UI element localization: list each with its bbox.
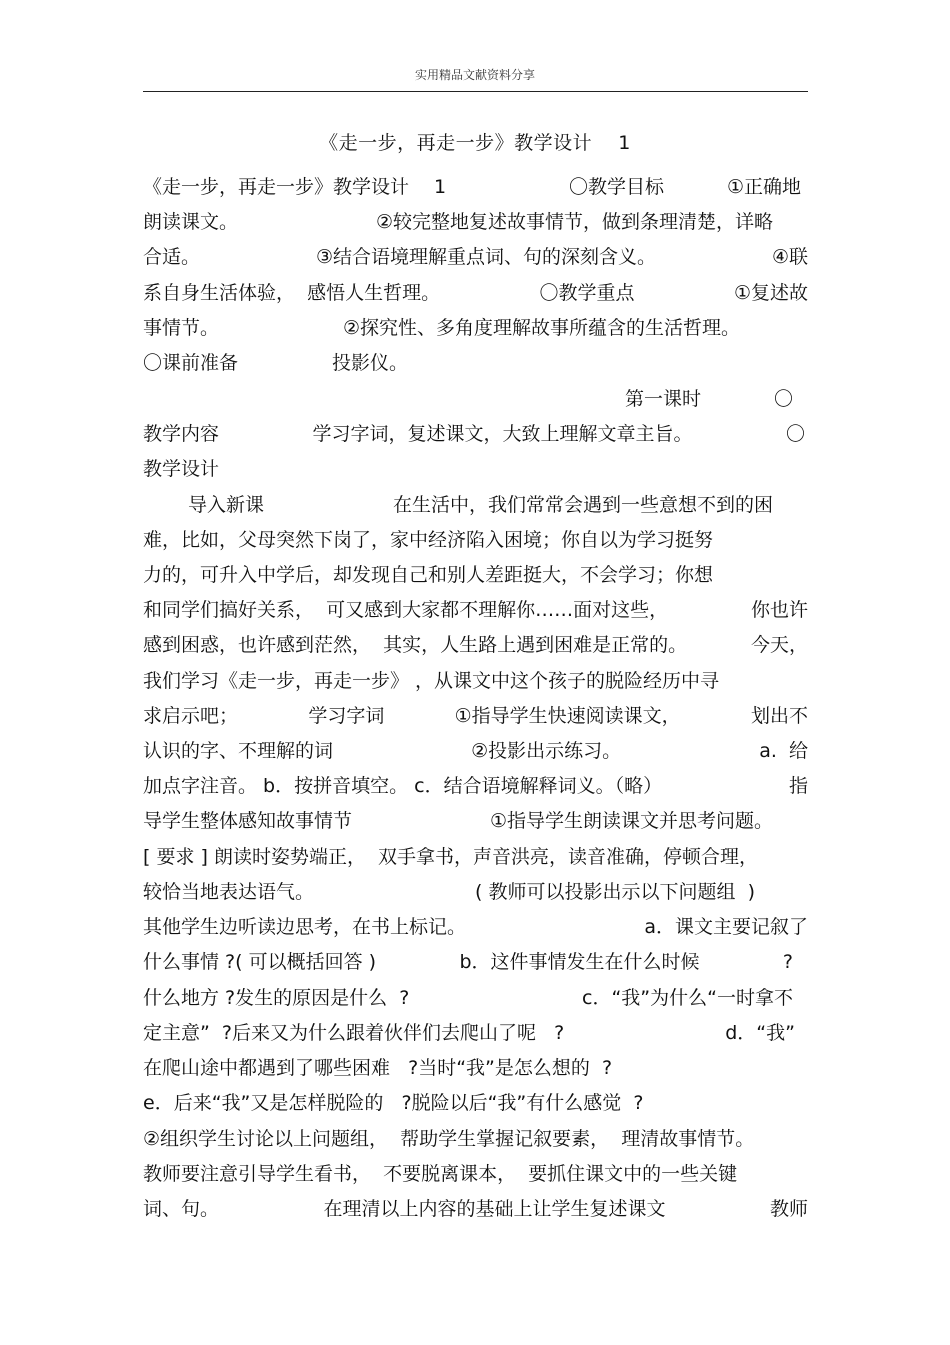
text-segment: ( 教师可以投影出示以下问题组 ) [475,881,755,903]
text-segment: 认识的字、不理解的词 [143,740,334,762]
text-line [143,1021,795,1045]
text-segment: 在生活中，我们常常会遇到一些意想不到的困 [392,494,773,516]
text-segment: 在理清以上内容的基础上让学生复述课文 [323,1198,666,1220]
text-segment: 〇教学重点 [539,282,635,304]
text-line [625,387,793,411]
text-segment: ①指导学生朗读课文并思考问题。 [489,810,773,832]
text-line [143,210,773,234]
text-line [143,493,773,517]
text-segment: 教师 [769,1198,808,1220]
text-segment: 导学生整体感知故事情节 [143,810,353,832]
text-line [143,1197,808,1221]
document-title: 《走一步，再走一步》教学设计 1 [319,132,631,154]
running-header: 实用精品文献资料分享 [414,68,535,82]
text-segment: 加点字注音。 b．按拼音填空。 c．结合语境解释词义。（略） [143,775,663,797]
text-segment: d．“我” [725,1022,795,1044]
text-segment: ①指导学生快速阅读课文， [454,705,681,727]
text-segment: 学习字词 [308,705,385,727]
text-line [143,915,808,939]
text-line [143,1056,808,1080]
text-segment: 朗读课文。 [143,211,239,233]
text-segment: 力的，可升入中学后，却发现自己和别人差距挺大，不会学习；你想 [143,564,714,586]
text-line [143,351,408,375]
text-line [143,598,808,622]
text-segment: 词、句。 [143,1198,220,1220]
text-line [143,528,808,552]
text-segment: b．这件事情发生在什么时候 [459,951,700,973]
text-segment: 其他学生边听读边思考，在书上标记。 [143,916,467,938]
text-segment: ①复述故 [733,282,808,304]
text-line [143,880,755,904]
text-segment: 教学设计 [143,458,220,480]
text-segment: 〇课前准备 [143,352,239,374]
text-segment: ? [782,951,793,973]
text-segment: 和同学们搞好关系， 可又感到大家都不理解你……面对这些， [143,599,669,621]
text-segment: 求启示吧； [143,705,239,727]
text-segment: 划出不 [750,705,808,727]
text-line [143,1127,808,1151]
text-segment: a．课文主要记叙了 [644,916,808,938]
text-segment: [ 要求 ] 朗读时姿势端正， 双手拿书，声音洪亮，读音准确，停顿合理， [143,846,759,868]
text-segment: 什么地方 ?发生的原因是什么 ? [143,987,410,1009]
text-line [143,739,808,763]
text-segment: 定主意” ?后来又为什么跟着伙伴们去爬山了呢 ? [143,1022,565,1044]
text-segment: 什么事情 ?( 可以概括回答 ) [143,951,377,973]
text-segment: e．后来“我”又是怎样脱险的 ?脱险以后“我”有什么感觉 ? [143,1092,644,1114]
text-line [143,175,801,199]
text-line [143,422,805,446]
text-segment: 系自身生活体验， 感悟人生哲理。 [143,282,441,304]
text-line [143,986,793,1010]
text-line [143,457,808,481]
text-line [143,281,808,305]
text-segment: 指 [788,775,808,797]
text-segment: ②探究性、多角度理解故事所蕴含的生活哲理。 [342,317,740,339]
text-segment: 学习字词，复述课文，大致上理解文章主旨。 [312,423,693,445]
text-line [143,633,808,657]
text-segment: c．“我”为什么“一时拿不 [582,987,793,1009]
text-line [143,809,773,833]
text-line [143,316,740,340]
text-line [143,669,808,693]
text-segment: ②组织学生讨论以上问题组， 帮助学生掌握记叙要素， 理清故事情节。 [143,1128,755,1150]
text-line [143,1091,808,1115]
text-line [143,704,808,728]
text-segment: 〇 [785,423,805,445]
text-line [143,774,808,798]
text-segment: 感到困惑，也许感到茫然， 其实，人生路上遇到困难是正常的。 [143,634,688,656]
text-segment: ②较完整地复述故事情节，做到条理清楚，详略 [375,211,773,233]
text-segment: 导入新课 [188,494,265,516]
text-segment: 事情节。 [143,317,220,339]
text-segment: 教学内容 [143,423,220,445]
text-segment: 今天， [750,634,808,656]
text-segment: 教师要注意引导学生看书， 不要脱离课本， 要抓住课文中的一些关键 [143,1163,738,1185]
text-segment: a. 给 [759,740,808,762]
text-segment: 投影仪。 [331,352,408,374]
text-segment: ②投影出示练习。 [471,740,622,762]
text-line [143,845,808,869]
text-line [143,950,793,974]
text-segment: ①正确地 [726,176,801,198]
text-segment: 《走一步，再走一步》教学设计 1 [143,176,447,198]
text-segment: 第一课时 [625,388,702,410]
text-segment: 在爬山途中都遇到了哪些困难 ?当时“我”是怎么想的 ? [143,1057,613,1079]
text-line [143,245,808,269]
text-segment: 合适。 [143,246,201,268]
text-segment: 〇教学目标 [569,176,665,198]
text-line [143,1162,808,1186]
text-segment: ④联 [771,246,808,268]
text-segment: 〇 [773,388,793,410]
text-segment: 难，比如，父母突然下岗了，家中经济陷入困境；你自以为学习挺努 [143,529,714,551]
text-segment: ③结合语境理解重点词、句的深刻含义。 [315,246,656,268]
text-segment: 较恰当地表达语气。 [143,881,315,903]
text-segment: 我们学习《走一步，再走一步》 ，从课文中这个孩子的脱险经历中寻 [143,670,720,692]
text-segment: 你也许 [750,599,808,621]
text-line [143,563,808,587]
